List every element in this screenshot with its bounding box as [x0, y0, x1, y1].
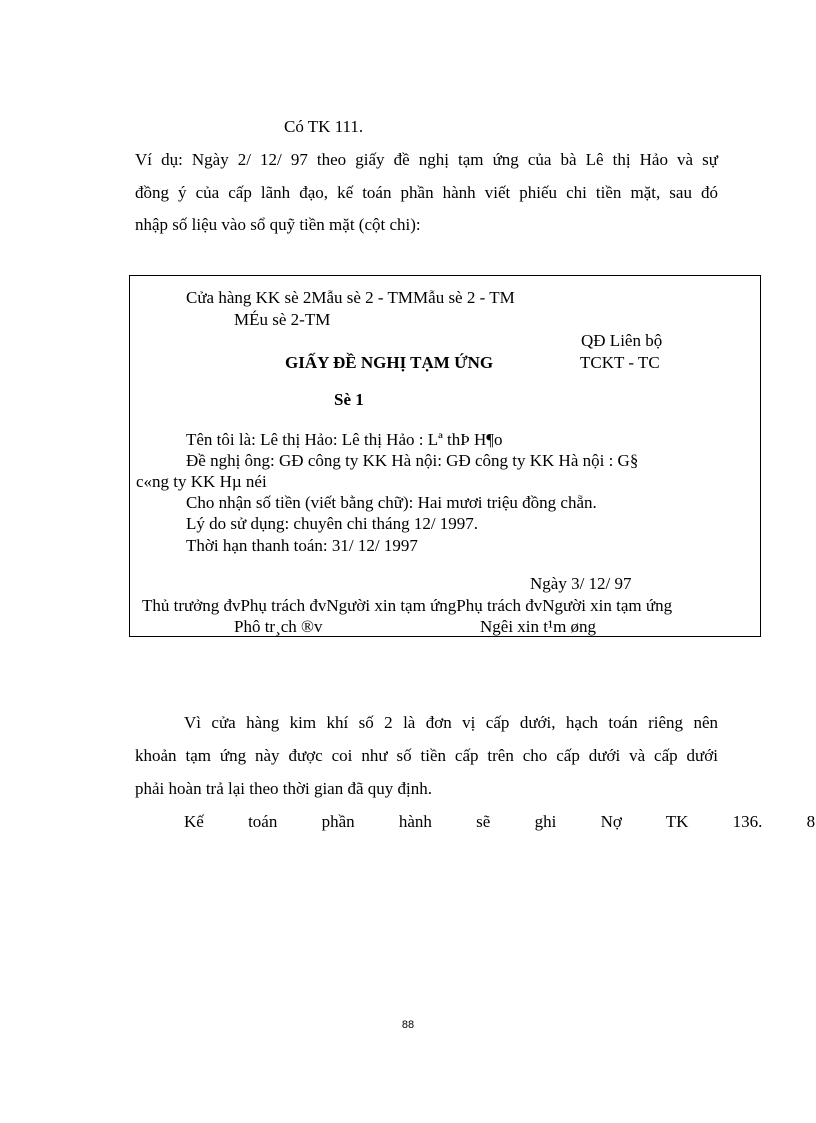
form-signature-sub-2: Ngêi xin t¹m øng: [480, 617, 597, 636]
body-para-1: Vì cửa hàng kim khí số 2 là đơn vị cấp dưới, hạch toán riêng nên: [184, 713, 718, 732]
form-decision-label: QĐ Liên bộ: [581, 331, 663, 350]
form-amount-line: Cho nhận số tiền (viết bằng chữ): Hai mươi triệu đồng chẵn.: [186, 493, 597, 512]
intro-line-2: đồng ý của cấp lãnh đạo, kế toán phần hành viết phiếu chi tiền mặt, sau đó: [135, 183, 718, 202]
page-number: 88: [401, 1019, 415, 1031]
intro-line-0: Có TK 111.: [284, 117, 364, 136]
form-reason-line: Lý do sử dụng: chuyên chi tháng 12/ 1997.: [186, 514, 479, 533]
form-date: Ngày 3/ 12/ 97: [530, 574, 632, 593]
form-request-line-cont: c«ng ty KK Hµ néi: [136, 472, 267, 491]
body-para-3: phải hoàn trả lại theo thời gian đã quy định.: [135, 779, 432, 798]
form-decision-label-2: TCKT - TC: [580, 353, 660, 372]
form-deadline-line: Thời hạn thanh toán: 31/ 12/ 1997: [186, 536, 418, 555]
form-name-line: Tên tôi là: Lê thị Hảo: Lê thị Hảo : Lª thÞ H¶o: [186, 430, 503, 449]
intro-line-1: Ví dụ: Ngày 2/ 12/ 97 theo giấy đề nghị tạm ứng của bà Lê thị Hảo và sự: [135, 150, 718, 169]
intro-line-3: nhập số liệu vào sổ quỹ tiền mặt (cột chi):: [135, 215, 421, 234]
form-number: Sè 1: [334, 390, 364, 409]
form-title: GIẤY ĐỀ NGHỊ TẠM ỨNG: [285, 353, 494, 372]
form-header-line: Cửa hàng KK sè 2Mẫu sè 2 - TMMẫu sè 2 - TM: [186, 288, 515, 307]
form-signature-sub-1: Phô tr¸ch ®v: [234, 617, 323, 636]
form-header-line-2: MÉu sè 2-TM: [234, 310, 331, 329]
body-para-4: Kế toán phần hành sẽ ghi Nợ TK 136. 8: [184, 812, 816, 831]
body-para-2: khoản tạm ứng này được coi như số tiền cấp trên cho cấp dưới và cấp dưới: [135, 746, 718, 765]
advance-request-form: [129, 275, 761, 637]
form-request-line: Đề nghị ông: GĐ công ty KK Hà nội: GĐ công ty KK Hà nội : G§: [186, 451, 639, 470]
form-signature-row: Thủ trưởng đvPhụ trách đvNgười xin tạm ứngPhụ trách đvNgười xin tạm ứng: [142, 596, 673, 615]
